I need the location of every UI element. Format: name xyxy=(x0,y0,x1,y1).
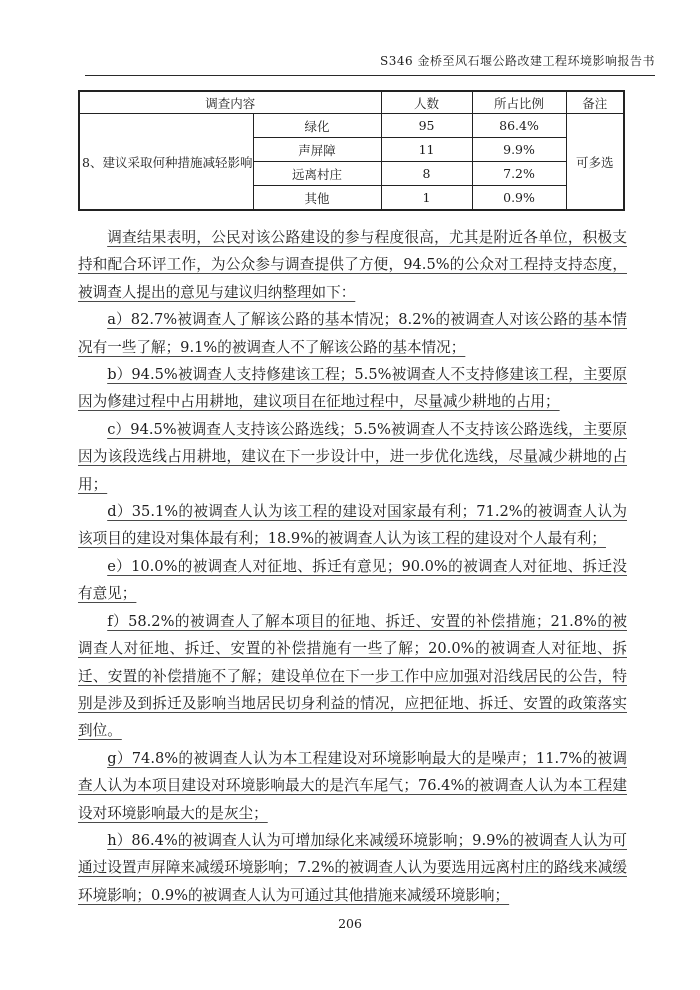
running-header xyxy=(85,53,655,76)
paragraph-d: d）35.1%的被调查人认为该工程的建设对国家最有利；71.2%的被调查人认为该项目的建设对集体最有利；18.9%的被调查人认为该工程的建设对个人最有利； xyxy=(78,503,627,548)
survey-table-container xyxy=(78,90,623,211)
count-cell: 8 xyxy=(381,162,472,186)
count-cell: 1 xyxy=(381,186,472,211)
column-header-content: 调查内容 xyxy=(79,91,381,114)
paragraph-e: e）10.0%的被调查人对征地、拆迁有意见；90.0%的被调查人对征地、拆迁没有意见； xyxy=(78,557,627,603)
column-header-count: 人数 xyxy=(381,91,472,114)
paragraph-intro: 调查结果表明，公民对该公路建设的参与程度很高，尤其是附近各单位，积极支持和配合环评工作，为公众参与调查提供了方便，94.5%的公众对工程持支持态度，被调查人提出的意见与建议归纳整理如下： xyxy=(78,229,627,301)
table-row xyxy=(79,114,624,138)
percent-cell: 0.9% xyxy=(472,186,566,211)
note-cell: 可多选 xyxy=(566,114,624,211)
paragraph-h: h）86.4%的被调查人认为可增加绿化来减缓环境影响；9.9%的被调查人认为可通过设置声屏障来减缓环境影响；7.2%的被调查人认为要选用远离村庄的路线来减缓环境影响；0.9%的被调查人认为可通过其他措施来减缓环境影响； xyxy=(78,831,627,904)
option-cell: 绿化 xyxy=(253,114,381,138)
paragraph-b: b）94.5%被调查人支持修建该工程；5.5%被调查人不支持修建该工程，主要原因为修建过程中占用耕地，建议项目在征地过程中，尽量减少耕地的占用； xyxy=(78,366,627,411)
option-cell: 声屏障 xyxy=(253,138,381,162)
option-cell: 远离村庄 xyxy=(253,162,381,186)
column-header-note: 备注 xyxy=(566,91,624,114)
survey-question-cell: 8、建议采取何种措施减轻影响 xyxy=(79,114,253,211)
body-text xyxy=(78,224,627,909)
header-title: S346 金桥至风石堰公路改建工程环境影响报告书 xyxy=(380,54,655,68)
column-header-percent: 所占比例 xyxy=(472,91,566,114)
percent-cell: 86.4% xyxy=(472,114,566,138)
paragraph-c: c）94.5%被调查人支持该公路选线；5.5%被调查人不支持该公路选线，主要原因为该段选线占用耕地，建议在下一步设计中，进一步优化选线，尽量减少耕地的占用； xyxy=(78,420,627,493)
page-number: 206 xyxy=(338,916,362,931)
paragraph-a: a）82.7%被调查人了解该公路的基本情况；8.2%的被调查人对该公路的基本情况有一些了解；9.1%的被调查人不了解该公路的基本情况； xyxy=(78,311,627,356)
paragraph-f: f）58.2%的被调查人了解本项目的征地、拆迁、安置的补偿措施；21.8%的被调查人对征地、拆迁、安置的补偿措施有一些了解；20.0%的被调查人对征地、拆迁、安置的补偿措施不了解；建设单位在下一步工作中应加强对沿线居民的公告，特别是涉及到拆迁及影响当地居民切身利益的情况，应把征地、拆迁、安置的政策落实到位。 xyxy=(78,612,627,740)
percent-cell: 7.2% xyxy=(472,162,566,186)
survey-results-table xyxy=(78,90,625,211)
option-cell: 其他 xyxy=(253,186,381,211)
paragraph-g: g）74.8%的被调查人认为本工程建设对环境影响最大的是噪声；11.7%的被调查人认为本项目建设对环境影响最大的是汽车尾气；76.4%的被调查人认为本工程建设对环境影响最大的是灰尘； xyxy=(78,749,627,822)
count-cell: 11 xyxy=(381,138,472,162)
percent-cell: 9.9% xyxy=(472,138,566,162)
table-header-row xyxy=(79,91,624,114)
count-cell: 95 xyxy=(381,114,472,138)
